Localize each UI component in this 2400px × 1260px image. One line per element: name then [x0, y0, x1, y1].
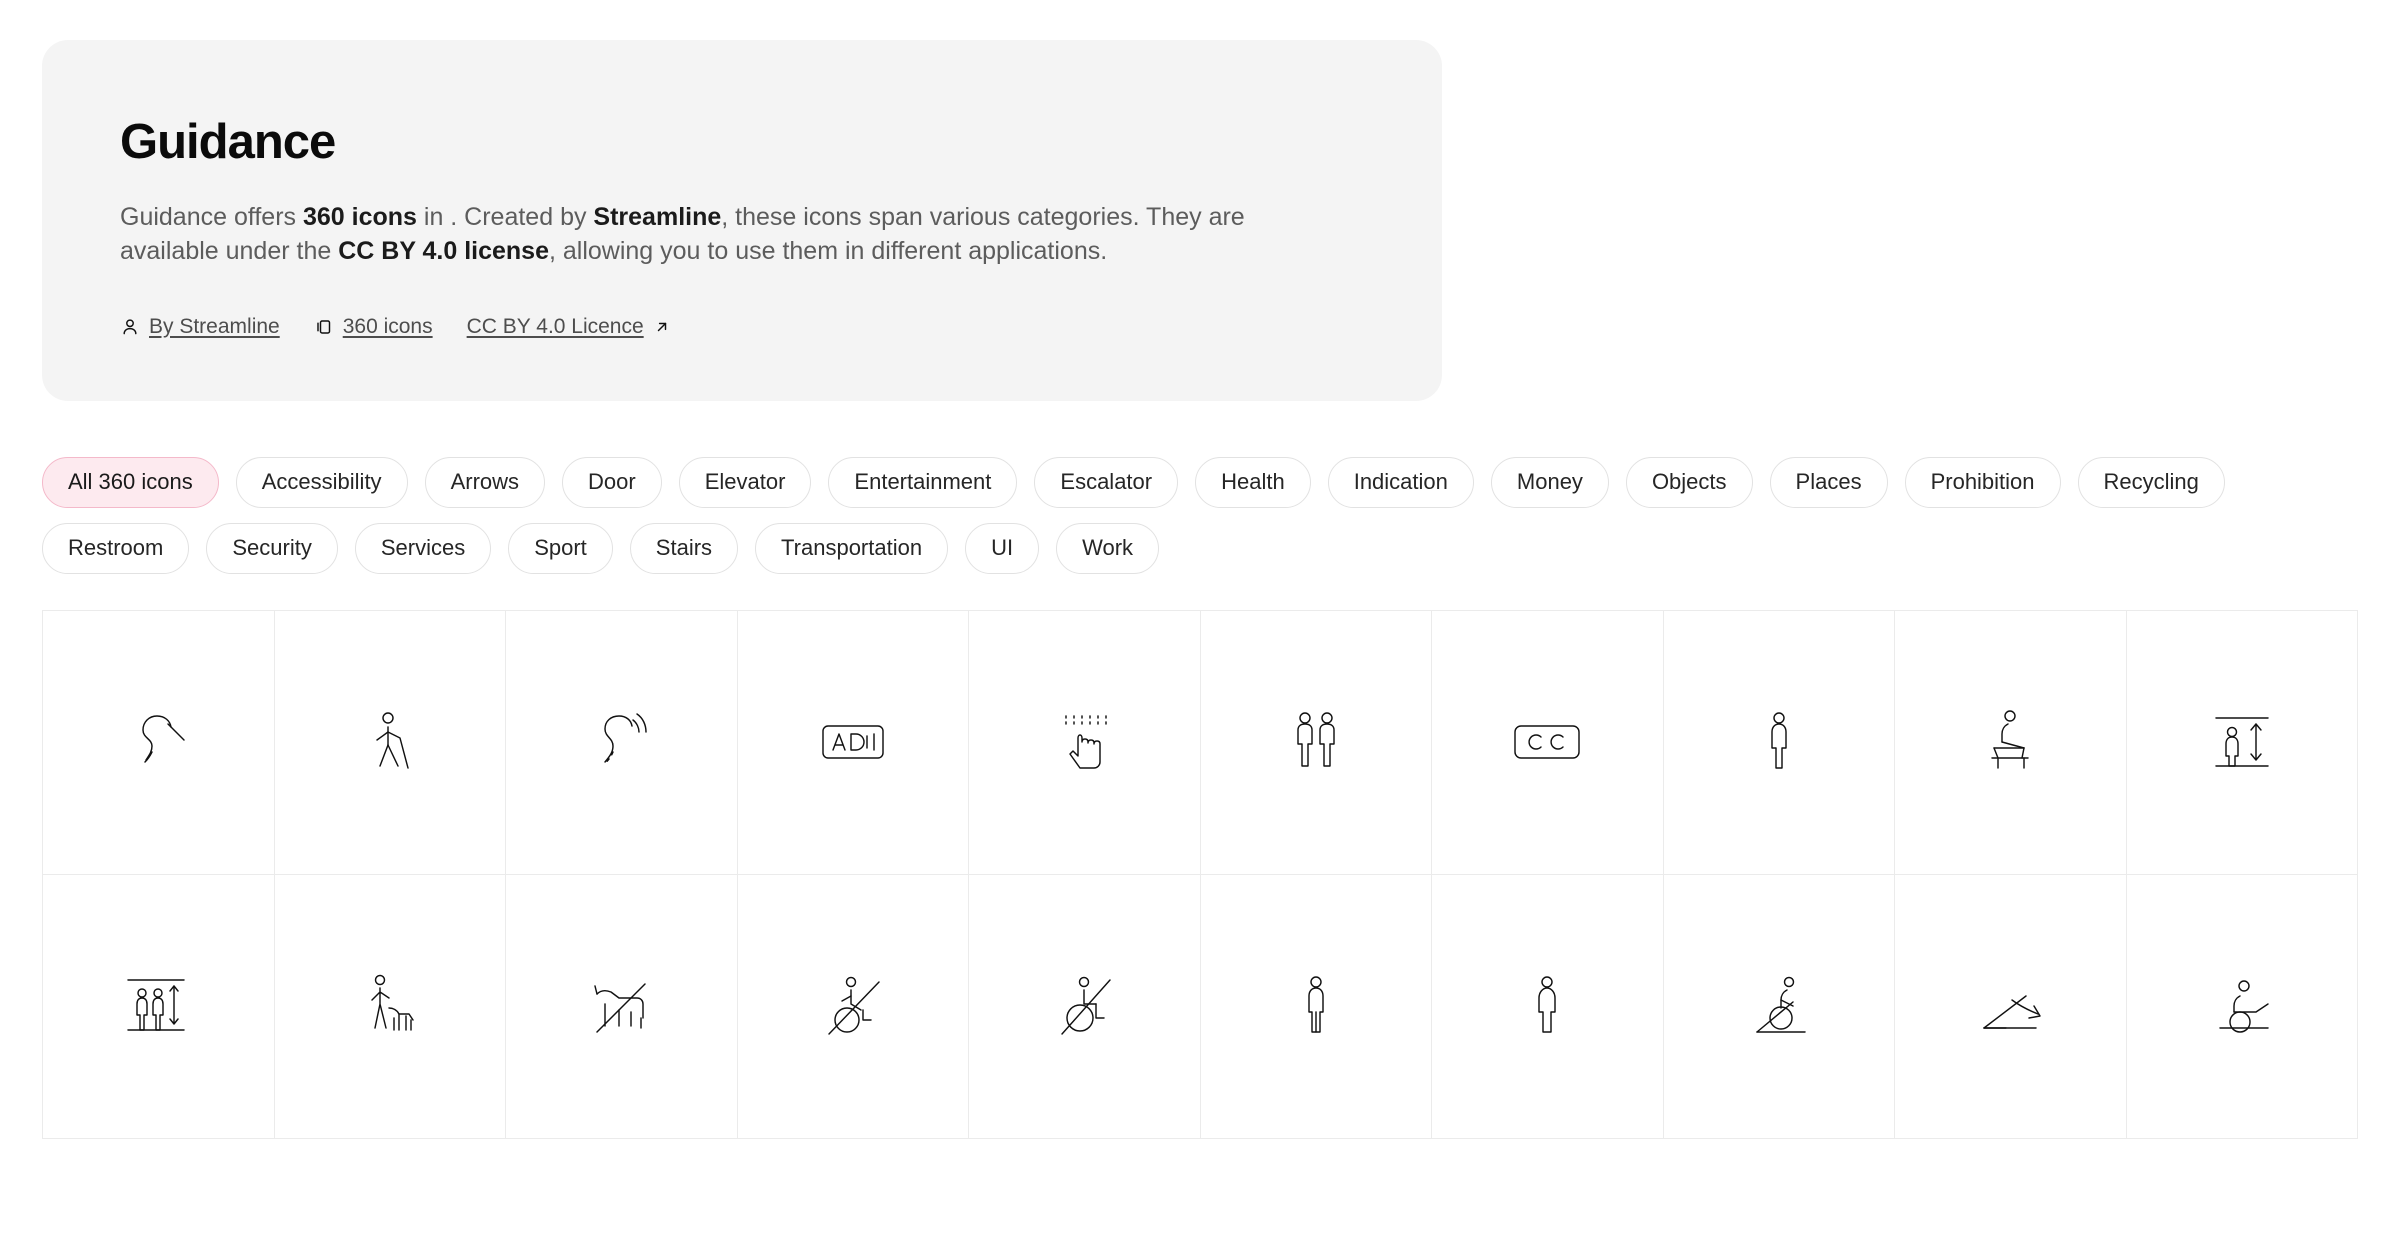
person-restroom-male-icon — [1270, 960, 1362, 1052]
icon-cell-elevator-headroom-person[interactable] — [2127, 611, 2359, 875]
external-link-arrow-icon — [653, 318, 671, 336]
chip-services[interactable]: Services — [355, 523, 491, 574]
icon-count-label: 360 icons — [342, 314, 433, 338]
icon-cell-person-lounge-chair[interactable] — [1895, 611, 2127, 875]
chip-indication[interactable]: Indication — [1328, 457, 1474, 508]
chip-arrows[interactable]: Arrows — [425, 457, 545, 508]
chip-door[interactable]: Door — [562, 457, 662, 508]
icon-cell-two-people-group[interactable] — [1201, 611, 1433, 875]
icon-cell-braille-touch-hand[interactable] — [969, 611, 1201, 875]
license-link[interactable] — [467, 315, 671, 339]
no-wheelchair-crossed-icon — [1038, 960, 1130, 1052]
chip-entertainment[interactable]: Entertainment — [828, 457, 1017, 508]
icon-cell-no-wheelchair-person-crossed[interactable] — [738, 875, 970, 1139]
icon-cell-guide-dog-with-person[interactable] — [275, 875, 507, 1139]
elevator-two-people-height-icon — [112, 960, 204, 1052]
chip-elevator[interactable]: Elevator — [679, 457, 812, 508]
chip-transportation[interactable]: Transportation — [755, 523, 948, 574]
chip-stairs[interactable]: Stairs — [630, 523, 738, 574]
icon-cell-no-animals-dog-crossed[interactable] — [506, 875, 738, 1139]
hero-desc-license: CC BY 4.0 license — [338, 237, 549, 266]
hearing-loss-ear-icon — [575, 696, 667, 788]
elevator-headroom-person-icon — [2196, 696, 2288, 788]
chip-money[interactable]: Money — [1491, 457, 1609, 508]
chip-ui[interactable]: UI — [965, 523, 1039, 574]
chip-sport[interactable]: Sport — [508, 523, 613, 574]
no-wheelchair-person-crossed-icon — [807, 960, 899, 1052]
icon-count-link[interactable] — [314, 315, 433, 339]
author-link-label: By Streamline — [149, 314, 280, 338]
chip-objects[interactable]: Objects — [1626, 457, 1753, 508]
user-icon — [120, 317, 140, 337]
icon-cell-person-standing[interactable] — [1664, 611, 1896, 875]
chip-accessibility[interactable]: Accessibility — [236, 457, 408, 508]
icon-cell-hearing-loss-ear[interactable] — [506, 611, 738, 875]
chip-health[interactable]: Health — [1195, 457, 1311, 508]
hero-desc-part4: , allowing you to use them in different applications. — [548, 237, 1108, 266]
chip-places[interactable]: Places — [1770, 457, 1888, 508]
icon-cell-elevator-two-people-height[interactable] — [43, 875, 275, 1139]
icon-cell-wheelchair-ramp-user[interactable] — [1664, 875, 1896, 1139]
chip-security[interactable]: Security — [206, 523, 337, 574]
hero-desc-icon-count: 360 icons — [302, 203, 417, 231]
chip-recycling[interactable]: Recycling — [2078, 457, 2225, 508]
guide-dog-with-person-icon — [344, 960, 436, 1052]
no-animals-dog-crossed-icon — [575, 960, 667, 1052]
author-link[interactable] — [120, 315, 280, 339]
braille-touch-hand-icon — [1038, 696, 1130, 788]
category-filter-list — [42, 457, 2362, 574]
chip-prohibition[interactable]: Prohibition — [1905, 457, 2061, 508]
hero-meta-links — [120, 315, 1364, 339]
icon-cell-ramp-slope-arrow[interactable] — [1895, 875, 2127, 1139]
person-restroom-female-icon — [1501, 960, 1593, 1052]
icon-cell-hearing-ear[interactable] — [43, 611, 275, 875]
hero-desc-part1: Guidance offers — [120, 203, 303, 231]
icon-cell-person-walking-cane[interactable] — [275, 611, 507, 875]
wheelchair-ramp-user-icon — [1733, 960, 1825, 1052]
person-standing-icon — [1733, 696, 1825, 788]
chip-restroom[interactable]: Restroom — [42, 523, 189, 574]
hearing-ear-icon — [112, 696, 204, 788]
icon-cell-person-restroom-male[interactable] — [1201, 875, 1433, 1139]
hero-description — [120, 200, 1350, 269]
hero-desc-creator: Streamline — [593, 203, 722, 231]
ramp-slope-arrow-icon — [1964, 960, 2056, 1052]
icon-cell-audio-description[interactable] — [738, 611, 970, 875]
chip-work[interactable]: Work — [1056, 523, 1159, 574]
icon-cell-person-restroom-female[interactable] — [1432, 875, 1664, 1139]
page-title: Guidance — [120, 115, 336, 169]
icon-cell-no-wheelchair-crossed[interactable] — [969, 875, 1201, 1139]
hero-desc-part3: , these icons span various categories. They are available under the — [120, 203, 1245, 266]
wheelchair-accessible-reclined-icon — [2196, 960, 2288, 1052]
person-walking-cane-icon — [344, 696, 436, 788]
two-people-group-icon — [1270, 696, 1362, 788]
chip-all-360-icons[interactable]: All 360 icons — [42, 457, 219, 508]
icon-cell-wheelchair-accessible-reclined[interactable] — [2127, 875, 2359, 1139]
license-link-label: CC BY 4.0 Licence — [466, 314, 644, 338]
closed-captioning-cc-icon — [1501, 696, 1593, 788]
audio-description-ad-icon — [807, 696, 899, 788]
layers-icon — [314, 317, 334, 337]
guidance-hero-card — [42, 40, 1442, 401]
hero-desc-part2: in . Created by — [416, 203, 594, 231]
person-in-lounge-chair-icon — [1964, 696, 2056, 788]
chip-escalator[interactable]: Escalator — [1034, 457, 1178, 508]
icon-cell-closed-captioning[interactable] — [1432, 611, 1664, 875]
icon-grid — [42, 610, 2358, 1139]
